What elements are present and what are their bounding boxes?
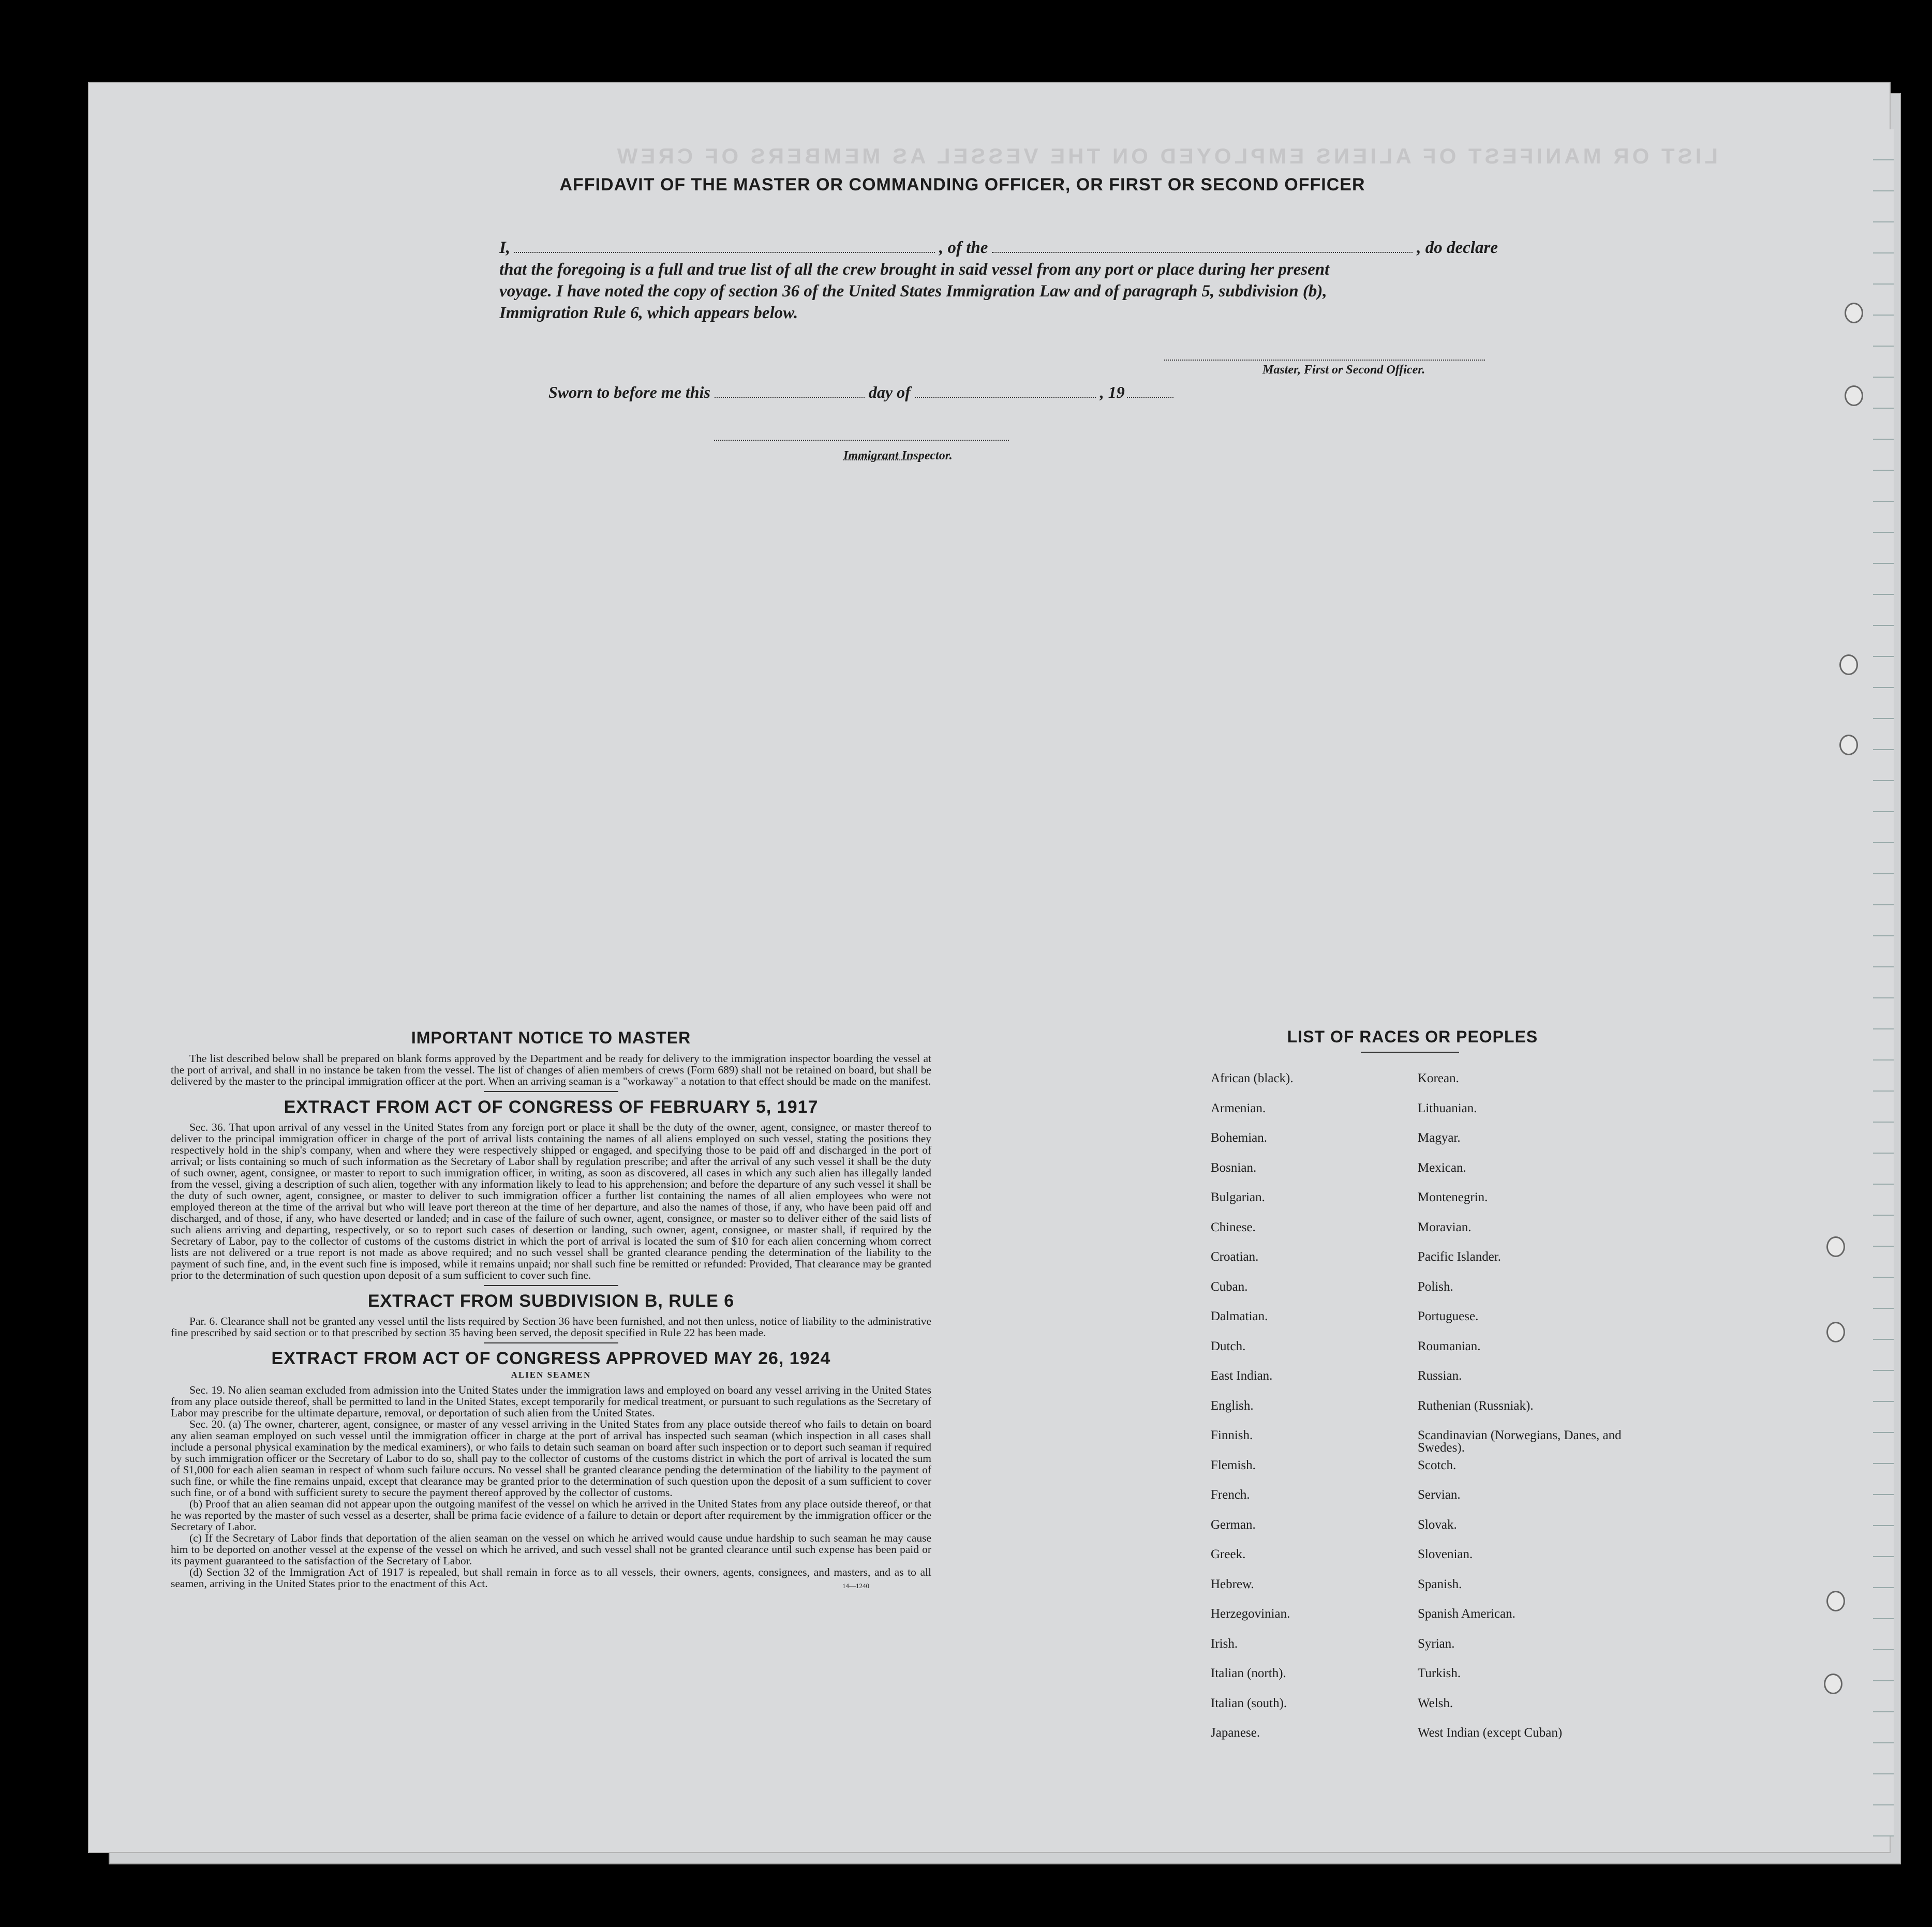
race-item: Mexican. [1418,1160,1466,1175]
race-item: Montenegrin. [1418,1190,1488,1204]
notice-title: IMPORTANT NOTICE TO MASTER [411,1028,691,1047]
race-item: Spanish. [1418,1577,1462,1591]
races-grid [1211,1072,1625,1757]
race-item: African (black). [1211,1071,1294,1085]
race-item: Scotch. [1418,1458,1457,1472]
race-item: Italian (north). [1211,1666,1286,1680]
punch-hole [1826,1322,1845,1342]
race-item: Chinese. [1211,1220,1256,1234]
inspector-signature-line[interactable] [714,440,1009,441]
sec-20a-text: Sec. 20. (a) The owner, charterer, agent, consignee, or master of any vessel arriving in the United States from any place outside thereof who fails to detain on board any alien seaman employed on such vessel until the immigration officer in charge at the port of arrival has inspected such seaman (which inspection in all cases shall include a personal physical examination by the medical examiners), or who fails to detain such seaman on board after such inspection or to deport such seaman if required by such immigration officer or the Secretary of Labor to do so, shall pay to the collector of customs of the customs district in which the port of arrival is located the sum of $1,000 for each alien seaman in respect of whom such failure occurs. No vessel shall be granted clearance pending the determination of the liability to the payment of such fine, or while the fine remains unpaid, except that clearance may be granted prior to the determination of such question upon the deposit of a sum sufficient to cover such fine, or of a bond with sufficient surety to secure the payment thereof approved by the collector of customs. [171,1418,931,1499]
race-item: Finnish. [1211,1428,1253,1442]
extract-rule6-title: EXTRACT FROM SUBDIVISION B, RULE 6 [367,1291,735,1311]
sworn-label: Sworn to before me this [548,383,710,401]
race-item: Bohemian. [1211,1131,1268,1145]
race-item: Servian. [1418,1488,1461,1502]
extract-1924-title: EXTRACT FROM ACT OF CONGRESS APPROVED MAY 26, 1924 [271,1349,831,1368]
race-item: Scandinavian (Norwegians, Danes, and Swedes). [1418,1428,1622,1455]
races-title: LIST OF RACES OR PEOPLES [1287,1027,1538,1046]
alien-seamen-subtitle: ALIEN SEAMEN [511,1370,591,1380]
races-list [1211,1027,1625,1757]
sec-20c-text: (c) If the Secretary of Labor finds that deportation of the alien seaman on the vessel on which he arrived would cause undue hardship to such seaman he may cause him to be deported on another vessel at the expense of the vessel on which he arrived, and such vessel shall not be granted clearance until such expense has been paid or its payment guaranteed to the satisfaction of the Secretary of Labor. [171,1532,931,1567]
race-item: Dutch. [1211,1339,1246,1353]
divider [1361,1052,1459,1053]
year-blank[interactable] [1127,383,1173,398]
affidavit-line-4: Immigration Rule 6, which appears below. [499,304,798,322]
officer-signature-label: Master, First or Second Officer. [1262,363,1425,377]
race-item: Lithuanian. [1418,1101,1477,1115]
year-label: , 19 [1099,383,1125,401]
race-item: Italian (south). [1211,1696,1287,1710]
divider [484,1285,618,1286]
divider [484,1091,618,1092]
month-blank[interactable] [915,383,1096,398]
inspector-label: Immigrant Inspector. [843,449,953,462]
race-item: Korean. [1418,1071,1459,1085]
affidavit-title: AFFIDAVIT OF THE MASTER OR COMMANDING OFFICER, OR FIRST OR SECOND OFFICER [559,175,1365,195]
do-declare-label: , do declare [1417,238,1498,257]
sworn-line [548,383,1211,402]
sec-20d-text: (d) Section 32 of the Immigration Act of 1917 is repealed, but shall remain in force as to all vessels, their owners, agents, consignees, and masters, and as to all seamen, arriving in the United States prior to the enactment of this Act. [171,1566,931,1590]
affidavit-body [499,237,1498,324]
race-item: Magyar. [1418,1131,1461,1145]
race-item: Russian. [1418,1369,1462,1383]
race-item: Roumanian. [1418,1339,1481,1353]
race-item: Hebrew. [1211,1577,1254,1591]
of-the-label: , of the [939,238,988,257]
race-item: West Indian (except Cuban) [1418,1726,1563,1740]
notice-text: The list described below shall be prepared on blank forms approved by the Department and be ready for delivery to the immigration inspector boarding the vessel at the port of arrival, and shall in no instance be taken from the vessel. The list of changes of alien members of crews (Form 689) shall not be retained on board, but shall be delivered by the master to the principal immigration officer at the port. When an arriving seaman is a "workaway" a notation to that effect should be made on the manifest. [171,1052,931,1087]
punch-hole [1845,303,1863,323]
sec-19-text: Sec. 19. No alien seaman excluded from admission into the United States under the immigration laws and employed on board any vessel arriving in the United States from any place outside thereof, shall be permitted to land in the United States, except temporarily for medical treatment, or pursuant to such regulations as the Secretary of Labor may prescribe for the ultimate departure, removal, or deportation of such alien from the United States. [171,1384,931,1419]
race-item: Bosnian. [1211,1160,1257,1175]
race-item: Welsh. [1418,1696,1453,1710]
form-number: 14—1240 [842,1582,869,1590]
race-item: Slovak. [1418,1517,1457,1532]
race-item: German. [1211,1517,1256,1532]
race-item: Herzegovinian. [1211,1607,1290,1621]
punch-hole [1826,1236,1845,1257]
race-item: Cuban. [1211,1279,1248,1294]
race-item: Ruthenian (Russniak). [1418,1398,1534,1413]
punch-hole [1839,735,1858,755]
race-item: Dalmatian. [1211,1309,1268,1323]
extract-rule6-text: Par. 6. Clearance shall not be granted any vessel until the lists required by Section 36 have been furnished, and not then unless, notice of liability to the administrative fine prescribed by said section or to that prescribed by section 35 having been served, the deposit specified in Rule 22 has been made. [171,1315,931,1339]
divider [484,1342,618,1343]
punch-hole [1839,654,1858,675]
punch-hole [1826,1591,1845,1611]
affidavit-line-1 [499,237,1498,259]
ruled-edge [1873,129,1894,1836]
race-item: Flemish. [1211,1458,1256,1472]
legal-notices [171,1028,931,1590]
race-item: Japanese. [1211,1726,1260,1740]
affidavit-line-3: voyage. I have noted the copy of section 36 of the United States Immigration Law and of paragraph 5, subdivision (b), [499,282,1327,301]
punch-hole [1845,385,1863,406]
race-item: Bulgarian. [1211,1190,1265,1204]
race-item: Moravian. [1418,1220,1472,1234]
race-item: Polish. [1418,1279,1453,1294]
sec-20b-text: (b) Proof that an alien seaman did not appear upon the outgoing manifest of the vessel on which he arrived in the United States from any place outside thereof, or that he was reported by the master of such vessel as a deserter, shall be prima facie evidence of a failure to detain or deport after requirement by the immigration officer or the Secretary of Labor. [171,1498,931,1533]
race-item: Pacific Islander. [1418,1250,1502,1264]
i-label: I, [499,238,511,257]
race-item: French. [1211,1488,1250,1502]
bleed-through-text: LIST OR MANIFEST OF ALIENS EMPLOYED ON THE VESSEL AS MEMBERS OF CREW [614,144,1718,168]
punch-hole [1824,1674,1842,1694]
race-item: English. [1211,1398,1254,1413]
race-item: Turkish. [1418,1666,1461,1680]
extract-1917-text: Sec. 36. That upon arrival of any vessel in the United States from any foreign port or place it shall be the duty of the owner, agent, consignee, or master thereof to deliver to the principal immigration officer in charge of the port of arrival lists containing the names of all aliens employed on such vessel, stating the positions they respectively hold in the ship's company, when and where they were respectively shipped or engaged, and specifying those to be paid off and discharged in the port of arrival; or lists containing so much of such information as the Secretary of Labor shall by regulation prescribe; and after the arrival of any such vessel it shall be the duty of such owner, agent, consignee, or master to report to such immigration officer, in writing, as soon as discovered, all cases in which any such alien has illegally landed from the vessel, giving a description of such alien, together with any information likely to lead to his apprehension; and before the departure of any such vessel it shall be the duty of such owner, agent, consignee, or master to deliver to such immigration officer a further list containing the names of all alien employees who were not employed thereon at the time of the arrival but who will leave port thereon at the time of her departure, and also the names of those, if any, who have been paid off and discharged, and of those, if any, who have deserted or landed; and in case of the failure of such owner, agent, consignee, or master so to deliver either of the said lists of such aliens arriving and departing, respectively, or so to report such cases of desertion or landing, such owner, agent, consignee, or master shall, if required by the Secretary of Labor, pay to the collector of customs of the customs district in which the port of arrival is located the sum of $10 for each alien concerning whom correct lists are not delivered or a true report is not made as above required; and no such vessel shall be granted clearance pending the determination of the liability to the payment of such fine, and, in the event such fine is imposed, while it remains unpaid; nor shall such fine be remitted or refunded: Provided, That clearance may be granted prior to the determination of such question upon deposit of a sum sufficient to cover such fine. [171,1121,931,1281]
vessel-blank[interactable] [992,238,1413,253]
extract-1917-title: EXTRACT FROM ACT OF CONGRESS OF FEBRUARY 5, 1917 [284,1097,819,1117]
name-blank[interactable] [514,238,935,253]
race-item: Portuguese. [1418,1309,1479,1323]
affidavit-line-2: that the foregoing is a full and true list of all the crew brought in said vessel from any port or place during her present [499,260,1330,279]
race-item: Armenian. [1211,1101,1266,1115]
race-item: East Indian. [1211,1369,1273,1383]
race-item: Slovenian. [1418,1547,1473,1561]
race-item: Croatian. [1211,1250,1259,1264]
day-blank[interactable] [715,383,865,398]
day-of-label: day of [868,383,911,401]
race-item: Syrian. [1418,1636,1455,1651]
race-item: Greek. [1211,1547,1246,1561]
officer-signature-line[interactable] [1164,360,1485,361]
race-item: Spanish American. [1418,1607,1515,1621]
race-item: Irish. [1211,1636,1238,1651]
